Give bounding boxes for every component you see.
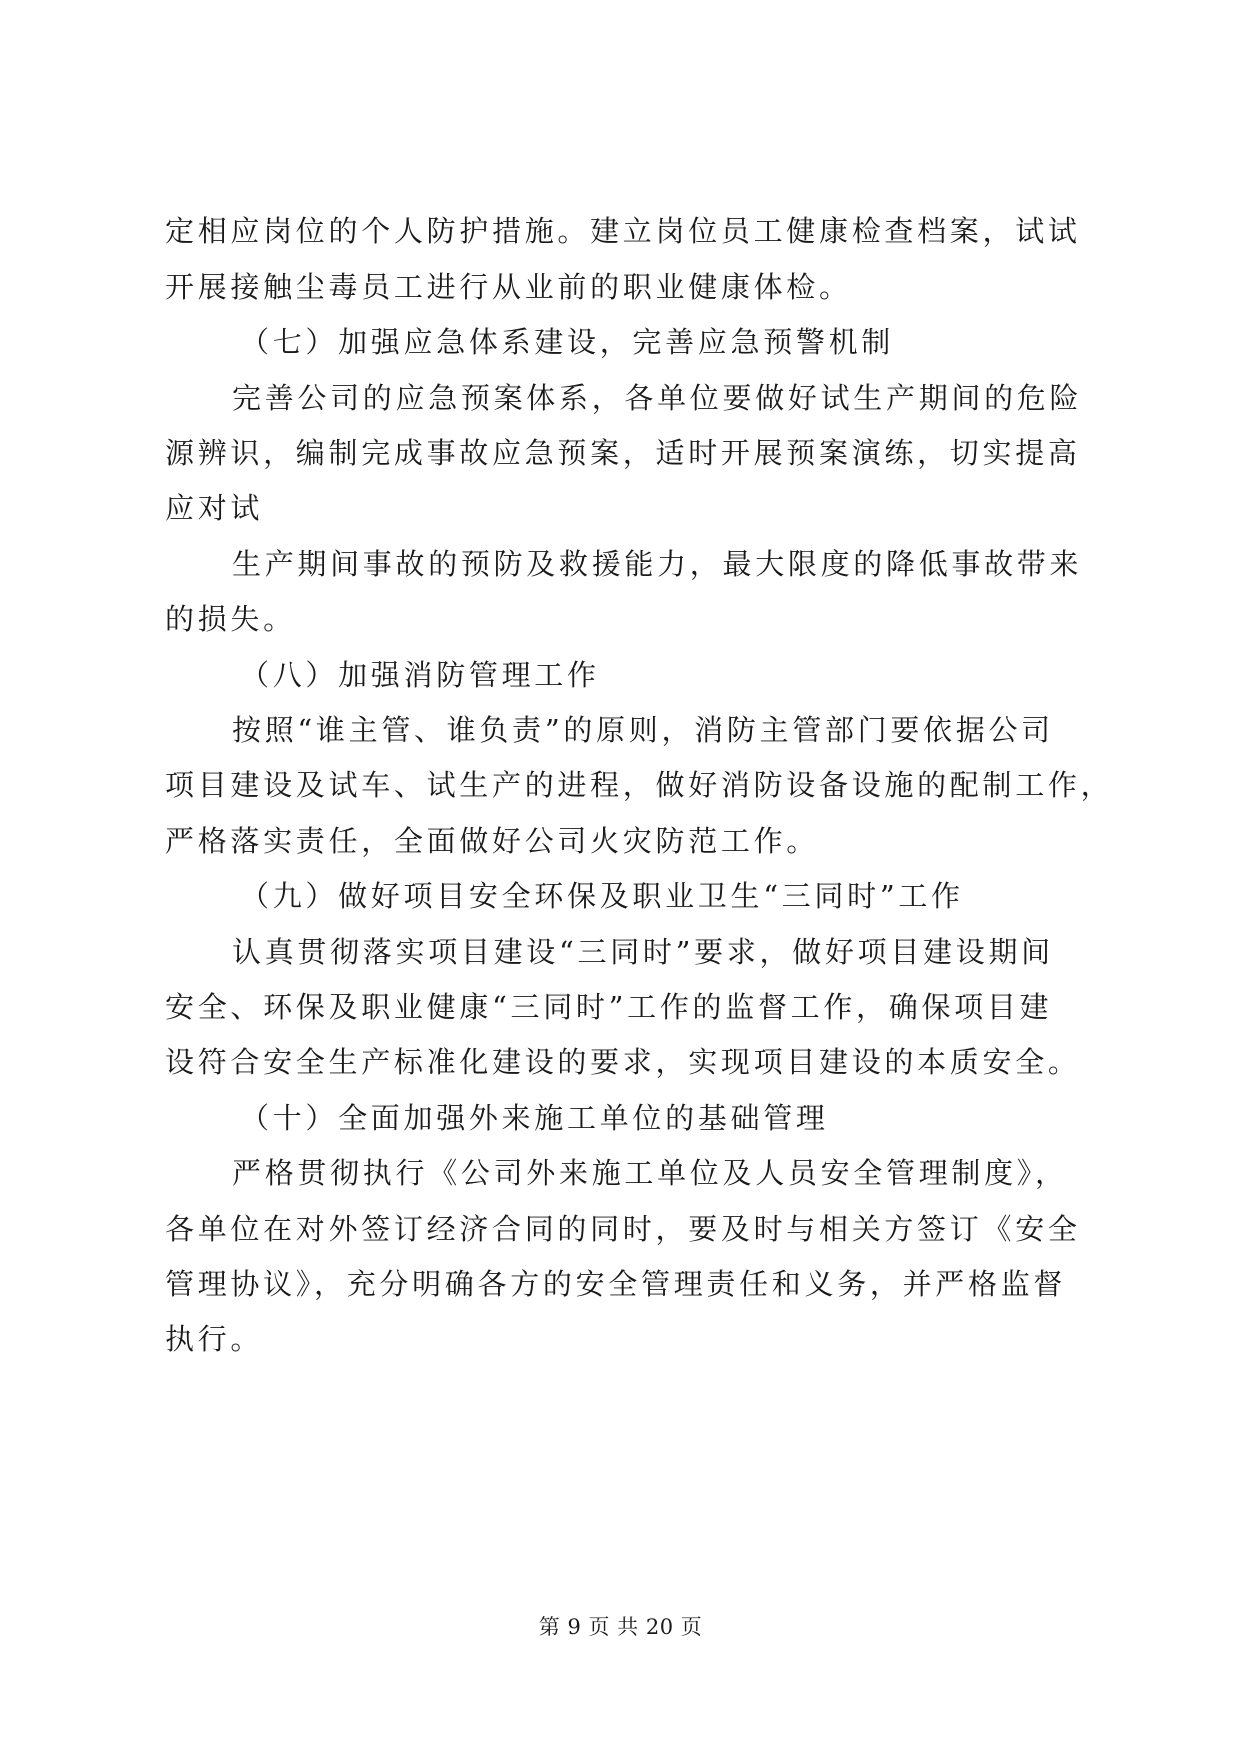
body-text-line: 严格贯彻执行《公司外来施工单位及人员安全管理制度》， (232, 1156, 1068, 1190)
body-text-line: 执行。 (165, 1322, 264, 1356)
body-text-line: 各单位在对外签订经济合同的同时，要及时与相关方签订《安全 (165, 1212, 1081, 1246)
body-text-line: 认真贯彻落实项目建设“三同时”要求，做好项目建设期间 (232, 935, 1054, 969)
body-text-line: 开展接触尘毒员工进行从业前的职业健康体检。 (165, 270, 852, 304)
body-text-line: 严格落实责任，全面做好公司火灾防范工作。 (165, 824, 820, 858)
body-text-line: 管理协议》，充分明确各方的安全管理责任和义务，并严格监督 (165, 1267, 1067, 1301)
body-text-line: 完善公司的应急预案体系，各单位要做好试生产期间的危险 (232, 381, 1083, 415)
body-text-line: 应对试 (165, 491, 264, 525)
page-number-footer: 第 9 页 共 20 页 (538, 1615, 703, 1639)
body-text-line: 设符合安全生产标准化建设的要求，实现项目建设的本质安全。 (165, 1045, 1081, 1079)
body-text-line: 项目建设及试车、试生产的进程，做好消防设备设施的配制工作， (165, 768, 1114, 802)
section-heading-10: （十）全面加强外来施工单位的基础管理 (240, 1101, 829, 1135)
body-text-line: 生产期间事故的预防及救援能力，最大限度的降低事故带来 (232, 547, 1083, 581)
section-heading-7: （七）加强应急体系建设，完善应急预警机制 (240, 325, 895, 359)
section-heading-8: （八）加强消防管理工作 (240, 658, 600, 692)
body-text-line: 按照“谁主管、谁负责”的原则，消防主管部门要依据公司 (232, 713, 1054, 747)
body-text-line: 源辨识，编制完成事故应急预案，适时开展预案演练，切实提高 (165, 436, 1081, 470)
body-text-line: 定相应岗位的个人防护措施。建立岗位员工健康检查档案，试试 (165, 214, 1081, 248)
section-heading-9: （九）做好项目安全环保及职业卫生“三同时”工作 (240, 879, 964, 913)
body-text-line: 的损失。 (165, 602, 296, 636)
body-text-line: 安全、环保及职业健康“三同时”工作的监督工作，确保项目建 (165, 990, 1053, 1024)
